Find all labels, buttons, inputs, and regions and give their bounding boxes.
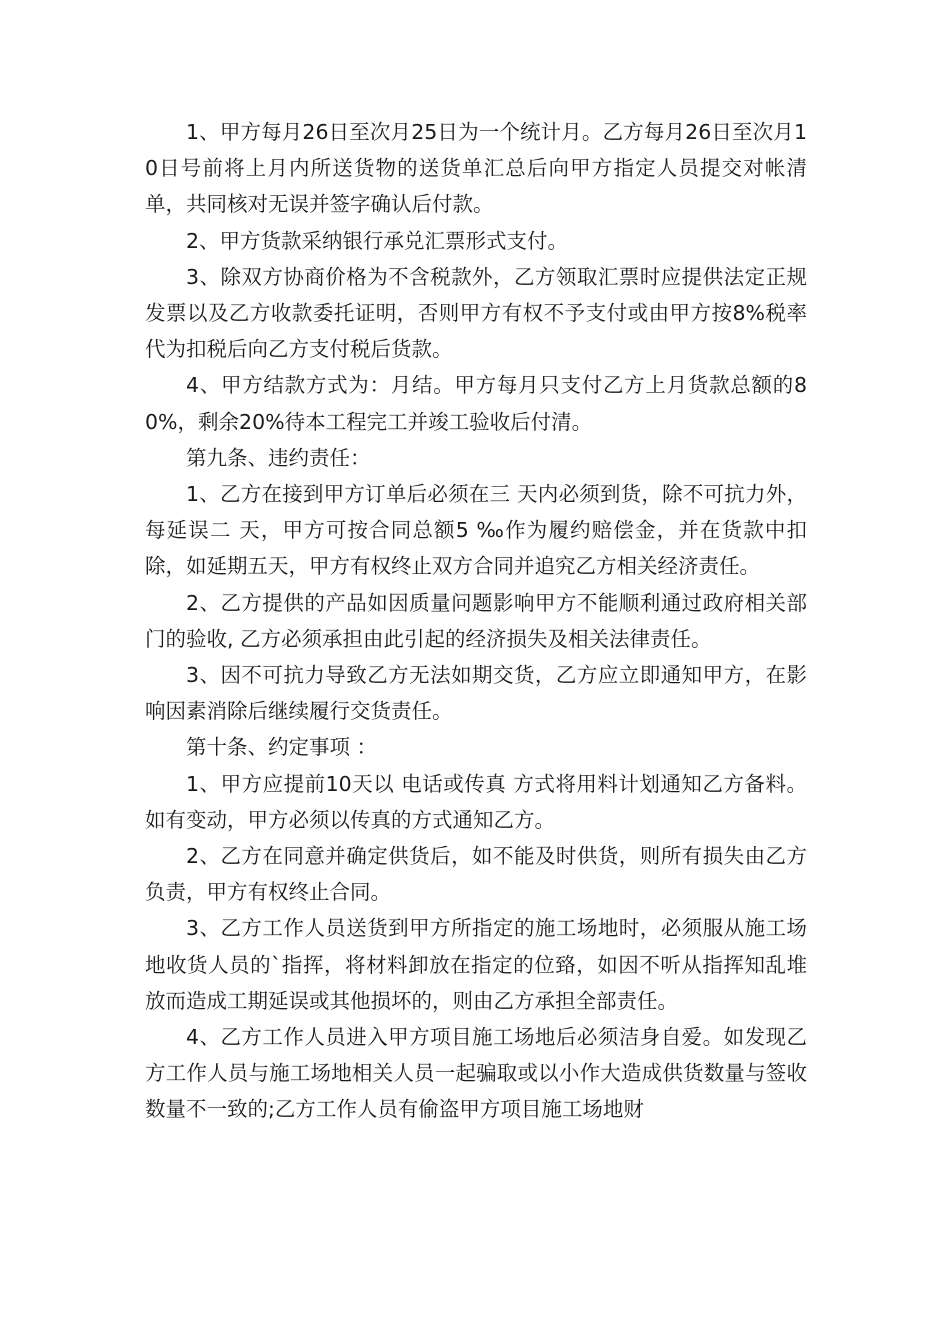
paragraph-settlement-terms: 4、甲方结款方式为：月结。甲方每月只支付乙方上月货款总额的80%，剩余20%待本工程完工并竣工验收后付清。: [145, 373, 807, 434]
paragraph-site-delivery: 3、乙方工作人员送货到甲方所指定的施工场地时，必须服从施工场地收货人员的`指挥，将材料卸放在指定的位臵，如因不听从指挥知乱堆放而造成工期延误或其他损坏的，则由乙方承担全部责任。: [145, 916, 807, 1013]
paragraph-delivery-delay: 1、乙方在接到甲方订单后必须在三 天内必须到货，除不可抗力外，每延误二 天，甲方可按合同总额5 ‰作为履约赔偿金，并在货款中扣除，如延期五天，甲方有权终止双方合同并追究乙方相关经济责任。: [145, 482, 807, 579]
section-heading-agreed-matters: 第十条、约定事项 ：: [186, 735, 378, 760]
paragraph-staff-conduct: 4、乙方工作人员进入甲方项目施工场地后必须洁身自爱。如发现乙方工作人员与施工场地相关人员一起骗取或以小作大造成供货数量与签收数量不一致的;乙方工作人员有偷盗甲方项目施工场地财: [145, 1025, 807, 1122]
paragraph-material-plan: 1、甲方应提前10天以 电话或传真 方式将用料计划通知乙方备料。如有变动，甲方必须以传真的方式通知乙方。: [145, 771, 807, 832]
paragraph-supply-failure: 2、乙方在同意并确定供货后，如不能及时供货，则所有损失由乙方负责，甲方有权终止合同。: [145, 844, 807, 905]
paragraph-quality-liability: 2、乙方提供的产品如因质量问题影响甲方不能顺利通过政府相关部门的验收, 乙方必须承担由此引起的经济损失及相关法律责任。: [145, 590, 807, 651]
section-heading-breach-liability: 第九条、违约责任：: [186, 445, 371, 470]
paragraph-force-majeure: 3、因不可抗力导致乙方无法如期交货，乙方应立即通知甲方，在影响因素消除后继续履行交货责任。: [145, 663, 807, 724]
document-body: [145, 114, 807, 1128]
paragraph-invoice-requirement: 3、除双方协商价格为不含税款外，乙方领取汇票时应提供法定正规发票以及乙方收款委托证明，否则甲方有权不予支付或由甲方按8%税率代为扣税后向乙方支付税后货款。: [145, 264, 807, 362]
paragraph-payment-statistics: 1、甲方每月26日至次月25日为一个统计月。乙方每月26日至次月10日号前将上月内所送货物的送货单汇总后向甲方指定人员提交对帐清单，共同核对无误并签字确认后付款。: [145, 120, 807, 217]
paragraph-payment-method: 2、甲方货款采纳银行承兑汇票形式支付。: [186, 228, 569, 253]
